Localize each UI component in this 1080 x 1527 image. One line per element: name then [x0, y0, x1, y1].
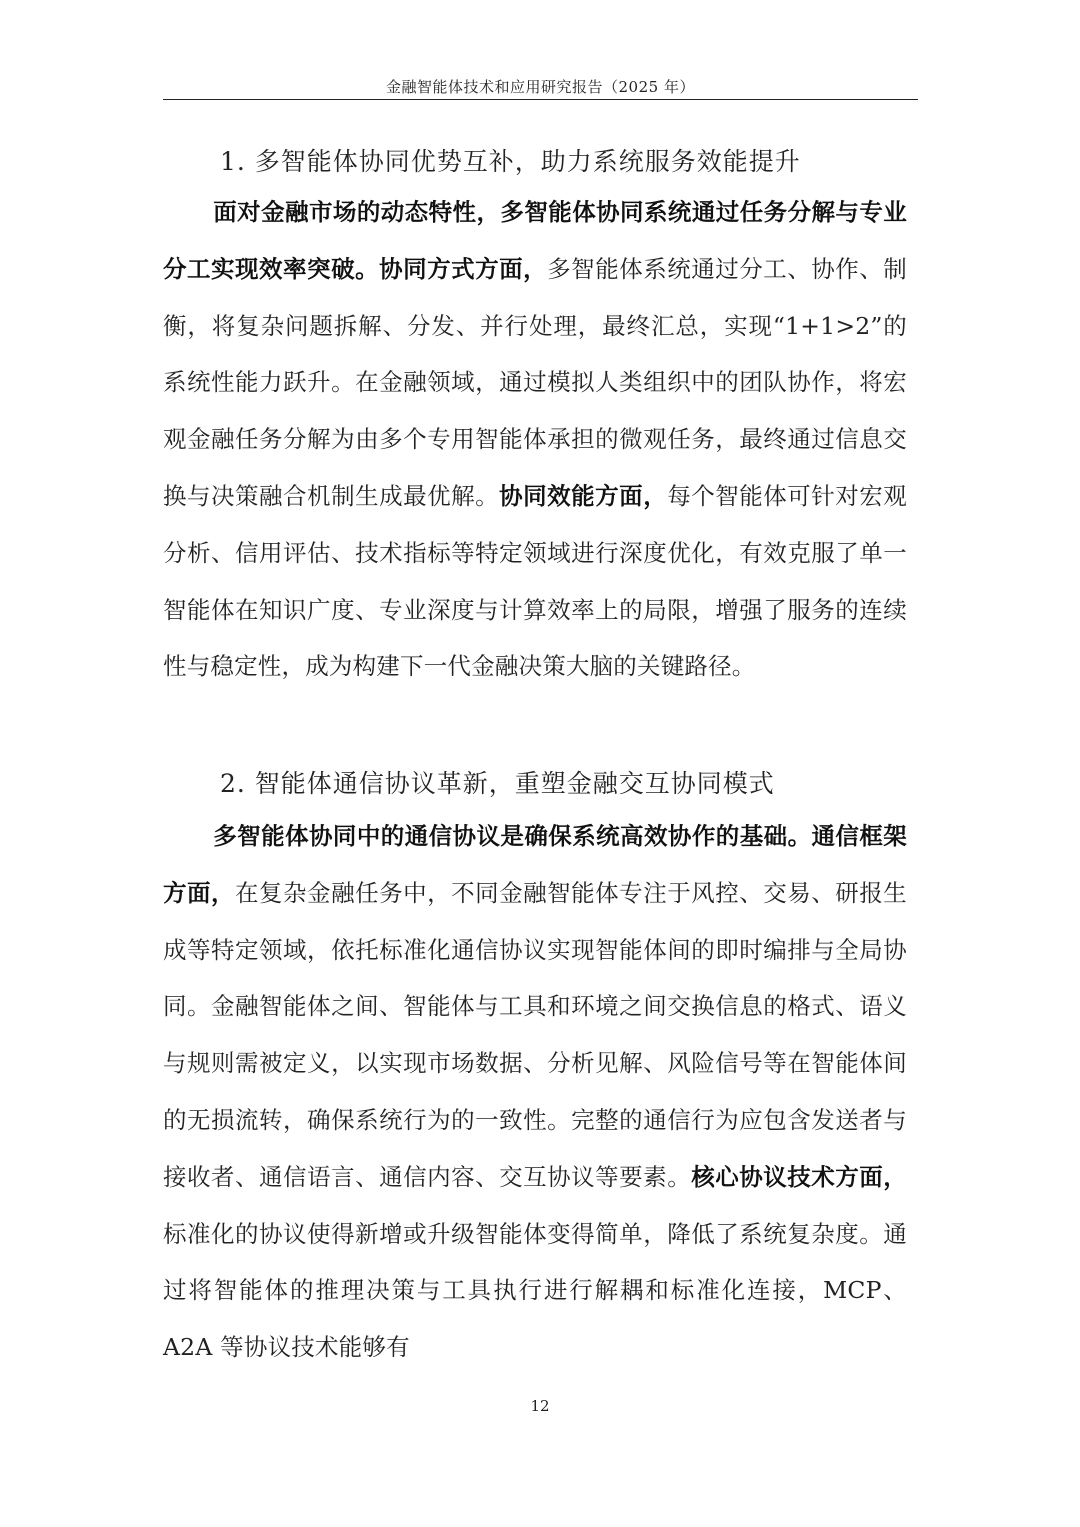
section-2-paragraph — [163, 808, 907, 1376]
header-divider — [163, 99, 918, 100]
section-heading-1: 1. 多智能体协同优势互补，助力系统服务效能提升 — [220, 147, 801, 176]
paragraph-text: 在复杂金融任务中，不同金融智能体专注于风控、交易、研报生成等特定领域，依托标准化通信协议实现智能体间的即时编排与全局协同。金融智能体之间、智能体与工具和环境之间交换信息的格式、语义与规则需被定义，以实现市场数据、分析见解、风险信号等在智能体间的无损流转，确保系统行为的一致性。完整的通信行为应包含发送者与接收者、通信语言、通信内容、交互协议等要素。 — [163, 878, 907, 1191]
page-header: 金融智能体技术和应用研究报告（2025 年） — [386, 78, 695, 96]
paragraph-text: 标准化的协议使得新增或升级智能体变得简单，降低了系统复杂度。通过将智能体的推理决策与工具执行进行解耦和标准化连接，MCP、A2A 等协议技术能够有 — [163, 1219, 907, 1362]
section-1-paragraph — [163, 184, 907, 695]
paragraph-text: 每个智能体可针对宏观分析、信用评估、技术指标等特定领域进行深度优化，有效克服了单一智能体在知识广度、专业深度与计算效率上的局限，增强了服务的连续性与稳定性，成为构建下一代金融决策大脑的关键路径。 — [163, 481, 908, 681]
page-number: 12 — [530, 1397, 550, 1415]
section-heading-2: 2. 智能体通信协议革新，重塑金融交互协同模式 — [220, 769, 775, 798]
bold-lead-phrase: 多智能体协同中的通信协议是确保系统高效协作的基础。通信框架方面， — [163, 822, 907, 907]
bold-lead-phrase: 核心协议技术方面， — [691, 1162, 907, 1191]
paragraph-text: 多智能体系统通过分工、协作、制衡，将复杂问题拆解、分发、并行处理，最终汇总，实现“1+1>2”的系统性能力跃升。在金融领域，通过模拟人类组织中的团队协作，将宏观金融任务分解为由多个专用智能体承担的微观任务，最终通过信息交换与决策融合机制生成最优解。 — [163, 254, 908, 510]
bold-lead-phrase: 面对金融市场的动态特性，多智能体协同系统通过任务分解与专业分工实现效率突破。协同方式方面， — [163, 198, 907, 283]
bold-lead-phrase: 协同效能方面， — [499, 481, 668, 510]
